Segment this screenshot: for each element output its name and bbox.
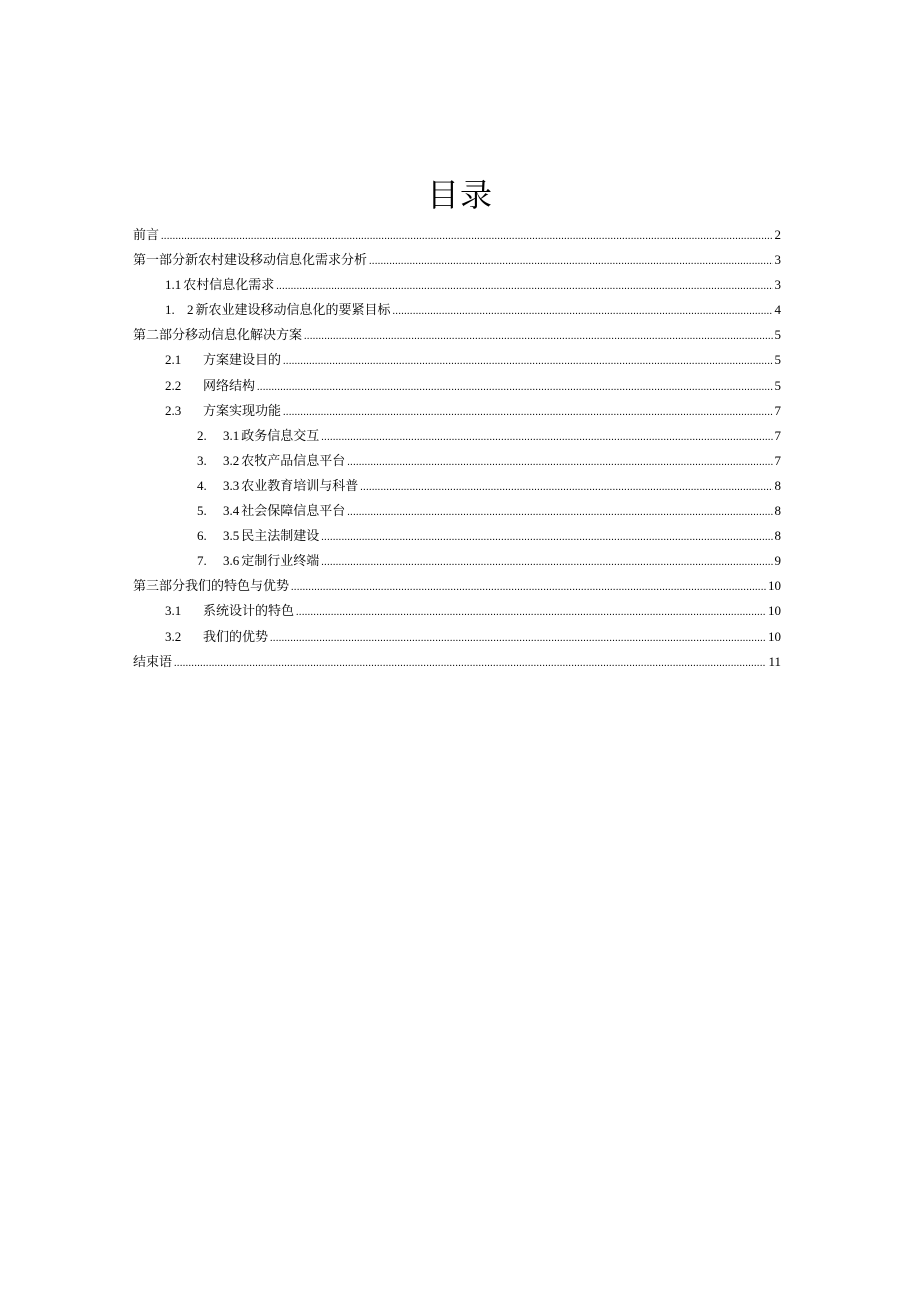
toc-entry-1-2[interactable] — [133, 297, 781, 322]
toc-entry-number: 5. — [197, 503, 207, 519]
toc-entry-preface[interactable] — [133, 222, 781, 247]
table-of-contents — [133, 222, 781, 674]
toc-leader-dots — [304, 324, 772, 349]
toc-page-number: 2 — [774, 227, 781, 242]
toc-page-number: 8 — [774, 528, 781, 544]
toc-entry-label: 第三部分我们的特色与优势 — [133, 579, 290, 595]
toc-page-number: 9 — [774, 553, 781, 569]
toc-page-number: 8 — [774, 477, 781, 493]
toc-entry-2-3-1[interactable] — [133, 423, 781, 448]
toc-entry-subnumber: 3.5 — [223, 528, 240, 544]
toc-entry-conclusion[interactable] — [133, 649, 781, 674]
toc-entry-label: 方案实现功能 — [203, 403, 282, 419]
toc-leader-dots — [347, 450, 772, 475]
toc-entry-label: 方案建设目的 — [203, 353, 282, 369]
toc-entry-part-3[interactable] — [133, 573, 781, 598]
toc-leader-dots — [369, 249, 772, 274]
toc-entry-label: 系统设计的特色 — [203, 604, 295, 620]
toc-page-number: 10 — [768, 603, 781, 619]
toc-entry-label: 民主法制建设 — [241, 529, 320, 545]
toc-leader-dots — [270, 626, 766, 651]
toc-entry-2-3-5[interactable] — [133, 523, 781, 548]
toc-entry-3-2[interactable] — [133, 624, 781, 649]
toc-entry-part-1[interactable] — [133, 247, 781, 272]
toc-entry-subnumber: 3.1 — [223, 427, 240, 443]
toc-entry-number: 1.1 — [165, 277, 182, 293]
toc-leader-dots — [283, 349, 772, 374]
toc-entry-label: 结束语 — [133, 654, 173, 670]
toc-leader-dots — [174, 651, 766, 676]
toc-leader-dots — [276, 274, 772, 299]
toc-entry-label: 我们的优势 — [203, 629, 269, 645]
toc-entry-label: 网络结构 — [203, 378, 256, 394]
toc-entry-subnumber: 3.6 — [223, 553, 240, 569]
toc-entry-subnumber: 2 — [187, 302, 194, 318]
toc-leader-dots — [321, 550, 772, 575]
toc-entry-2-3[interactable] — [133, 398, 781, 423]
toc-entry-subnumber: 3.3 — [223, 477, 240, 493]
toc-entry-label: 农业教育培训与科普 — [241, 478, 359, 494]
toc-entry-label: 前言 — [133, 228, 160, 243]
toc-entry-2-2[interactable] — [133, 373, 781, 398]
toc-entry-2-3-4[interactable] — [133, 498, 781, 523]
toc-entry-number: 1. — [165, 302, 175, 318]
toc-entry-2-3-2[interactable] — [133, 448, 781, 473]
toc-leader-dots — [347, 500, 772, 525]
toc-page-number: 8 — [774, 503, 781, 519]
toc-leader-dots — [393, 299, 773, 324]
toc-entry-number: 4. — [197, 477, 207, 493]
toc-page-number: 10 — [768, 628, 781, 644]
toc-page-number: 5 — [774, 377, 781, 393]
toc-leader-dots — [257, 375, 772, 400]
toc-page-number: 5 — [774, 352, 781, 368]
toc-page-number: 4 — [774, 302, 781, 318]
toc-entry-number: 2.2 — [165, 377, 182, 393]
toc-entry-label: 定制行业终端 — [241, 554, 320, 570]
toc-entry-label: 社会保障信息平台 — [241, 504, 346, 520]
toc-page-number: 5 — [774, 327, 781, 343]
toc-entry-1-1[interactable] — [133, 272, 781, 297]
toc-leader-dots — [296, 600, 766, 625]
toc-entry-2-1[interactable] — [133, 347, 781, 372]
toc-entry-2-3-6[interactable] — [133, 548, 781, 573]
toc-entry-part-2[interactable] — [133, 322, 781, 347]
toc-leader-dots — [321, 525, 772, 550]
toc-entry-label: 政务信息交互 — [241, 428, 320, 444]
toc-leader-dots — [360, 475, 772, 500]
toc-entry-number: 3.1 — [165, 603, 182, 619]
toc-entry-3-1[interactable] — [133, 598, 781, 623]
toc-entry-subnumber: 3.4 — [223, 503, 240, 519]
toc-entry-label: 第二部分移动信息化解决方案 — [133, 328, 303, 344]
toc-entry-number: 7. — [197, 553, 207, 569]
toc-entry-number: 3. — [197, 452, 207, 468]
toc-entry-label: 第一部分新农村建设移动信息化需求分析 — [133, 253, 368, 269]
toc-page-number: 7 — [774, 452, 781, 468]
toc-page-number: 7 — [774, 402, 781, 418]
toc-page-number: 7 — [774, 427, 781, 443]
toc-page-number: 3 — [774, 252, 781, 268]
toc-entry-number: 2.3 — [165, 402, 182, 418]
toc-entry-number: 3.2 — [165, 628, 182, 644]
page-title: 目录 — [426, 176, 493, 214]
toc-entry-label: 新农业建设移动信息化的要紧目标 — [195, 303, 391, 319]
toc-page-number: 3 — [774, 277, 781, 293]
toc-page-number: 11 — [768, 653, 781, 669]
toc-entry-number: 2. — [197, 427, 207, 443]
toc-entry-number: 6. — [197, 528, 207, 544]
toc-leader-dots — [161, 224, 772, 249]
toc-entry-number: 2.1 — [165, 352, 182, 368]
toc-entry-label: 农牧产品信息平台 — [241, 453, 346, 469]
toc-entry-subnumber: 3.2 — [223, 452, 240, 468]
toc-leader-dots — [291, 575, 766, 600]
toc-entry-2-3-3[interactable] — [133, 473, 781, 498]
toc-leader-dots — [283, 400, 772, 425]
toc-leader-dots — [321, 425, 772, 450]
toc-entry-label: 农村信息化需求 — [183, 278, 275, 294]
toc-page-number: 10 — [768, 578, 781, 594]
